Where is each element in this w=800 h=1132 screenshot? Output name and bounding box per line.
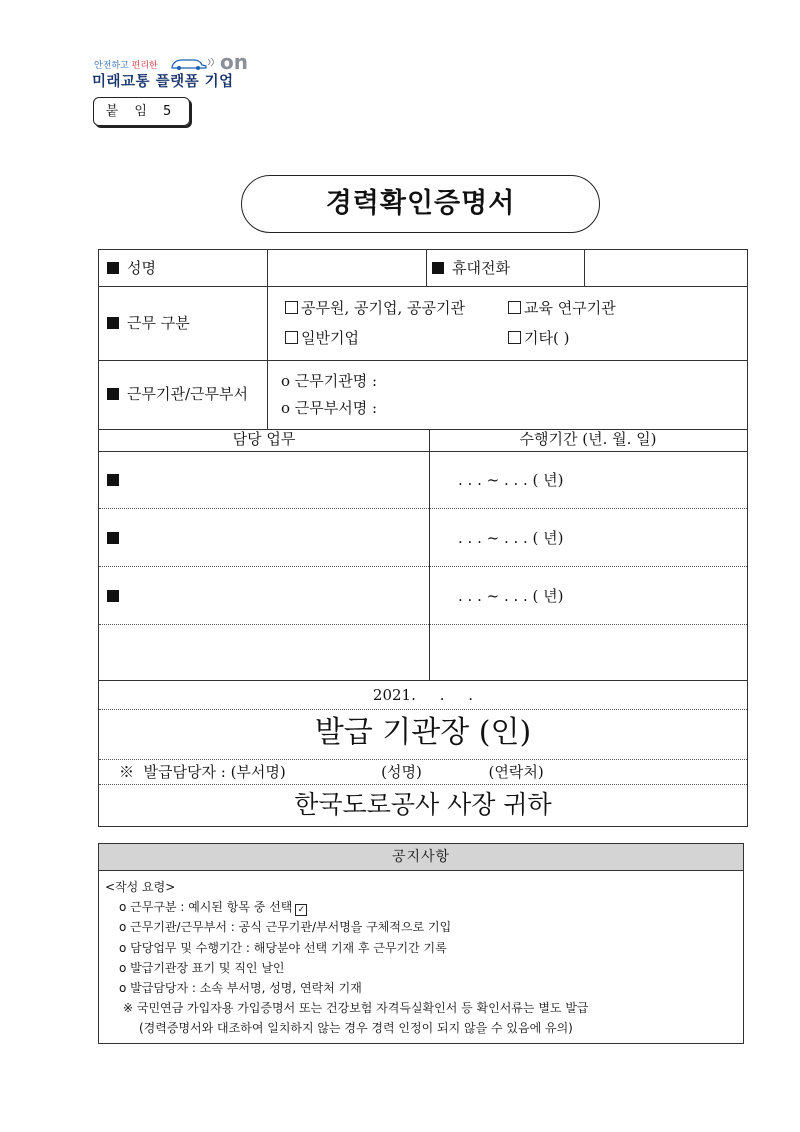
logo-company-name: 미래교통 플랫폼 기업 [92, 74, 234, 90]
notice-item: o 담당업무 및 수행기간 : 해당분야 선택 기재 후 근무기간 기록 [119, 940, 447, 955]
issuer-contact-line: ※ 발급담당자 : (부서명) (성명) (연락처) [119, 763, 544, 781]
work-type-label: 근무 구분 [107, 314, 190, 332]
org-label: 근무기관/근무부서 [107, 385, 248, 403]
company-logo [92, 50, 262, 92]
recipient: 한국도로공사 사장 귀하 [294, 790, 552, 819]
duty-header: 담당 업무 [232, 430, 296, 448]
square-bullet-icon [107, 474, 119, 486]
notice-note: ※ 국민연금 가입자용 가입증명서 또는 건강보험 자격득실확인서 등 확인서류는 별도 발급 [123, 1001, 589, 1016]
issue-date[interactable]: 2021. . . [372, 686, 474, 704]
period-field[interactable]: . . . ~ . . . ( 년) [458, 529, 564, 547]
square-bullet-icon [107, 388, 119, 400]
square-bullet-icon [107, 532, 119, 544]
notice-header: 공지사항 [99, 844, 743, 871]
period-field[interactable]: . . . ~ . . . ( 년) [458, 471, 564, 489]
document-title: 경력확인증명서 [241, 175, 600, 233]
duty-row-bullet [107, 471, 127, 489]
duty-row-bullet [107, 587, 127, 605]
attachment-label: 붙 임 5 [93, 97, 190, 126]
period-header: 수행기간 (년. 월. 일) [519, 430, 657, 448]
work-type-option-company[interactable]: 일반기업 [285, 329, 359, 347]
duty-row-bullet [107, 529, 127, 547]
period-field[interactable]: . . . ~ . . . ( 년) [458, 587, 564, 605]
logo-tagline-safe: 안전하고 [94, 61, 129, 71]
square-bullet-icon [107, 317, 119, 329]
car-icon [168, 56, 218, 70]
notice-intro: <작성 요령> [105, 880, 176, 894]
notice-note-sub: (경력증명서와 대조하여 일치하지 않는 경우 경력 인정이 되지 않을 수 있음에 유의) [139, 1021, 573, 1036]
checkbox-checked-icon: ✓ [295, 904, 307, 916]
notice-box [98, 843, 744, 1044]
notice-item: o 근무기관/근무부서 : 공식 근무기관/부서명을 구체적으로 기입 [119, 920, 452, 935]
work-type-option-other[interactable]: 기타( ) [508, 329, 569, 347]
issuer-signature: 발급 기관장 (인) [314, 715, 532, 750]
work-type-option-education[interactable]: 교육 연구기관 [508, 299, 616, 317]
square-bullet-icon [107, 262, 119, 274]
logo-tagline-convenient: 편리한 [131, 61, 158, 71]
checkbox-icon[interactable] [285, 331, 298, 344]
notice-item: o 발급담당자 : 소속 부서명, 성명, 연락처 기재 [119, 981, 362, 996]
square-bullet-icon [432, 262, 444, 274]
name-label: 성명 [107, 259, 156, 277]
checkbox-icon[interactable] [508, 331, 521, 344]
square-bullet-icon [107, 590, 119, 602]
certificate-form [98, 249, 748, 827]
checkbox-icon[interactable] [285, 301, 298, 314]
logo-on-mark: on [220, 50, 248, 74]
notice-item: o 발급기관장 표기 및 직인 날인 [119, 960, 285, 975]
org-name-label: o 근무기관명 : [281, 372, 378, 390]
dept-name-label: o 근무부서명 : [281, 399, 378, 417]
phone-label: 휴대전화 [432, 259, 510, 277]
notice-item: o 근무구분 : 예시된 항목 중 선택 ✓ [105, 897, 743, 917]
checkbox-icon[interactable] [508, 301, 521, 314]
work-type-option-public[interactable]: 공무원, 공기업, 공공기관 [285, 299, 465, 317]
